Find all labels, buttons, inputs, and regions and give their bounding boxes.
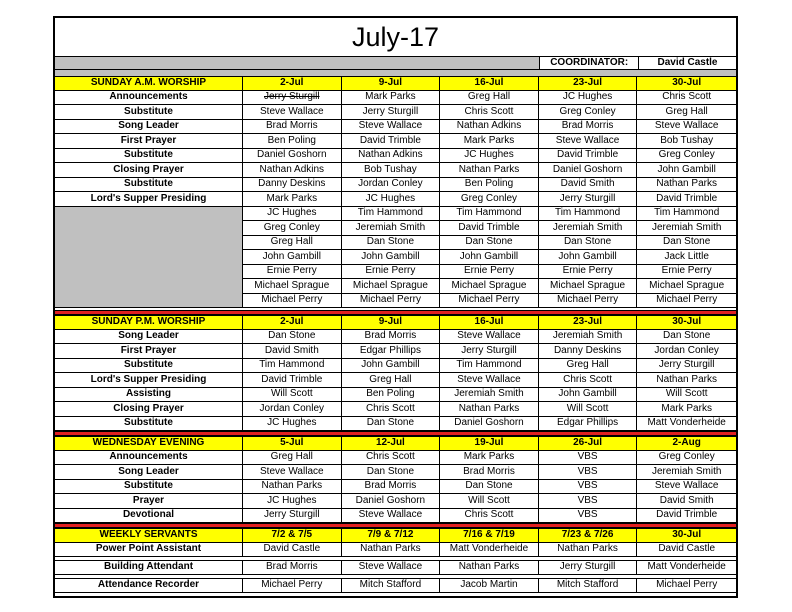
server-name-cell: Ernie Perry	[342, 265, 441, 280]
assignee-cell: David Castle	[243, 543, 342, 558]
assignee-cell: Jacob Martin	[440, 579, 539, 594]
blank-area	[55, 236, 243, 251]
blank-area	[55, 221, 243, 236]
assignee-cell: Steve Wallace	[637, 480, 736, 495]
assignee-cell: David Castle	[637, 543, 736, 558]
server-name-cell: Tim Hammond	[342, 207, 441, 222]
wednesday-role-row	[55, 494, 736, 509]
server-name-cell: David Trimble	[440, 221, 539, 236]
wednesday-header-row	[55, 436, 736, 451]
schedule-sheet	[53, 16, 738, 598]
assignee-cell: Nathan Parks	[637, 373, 736, 388]
assignee-cell: Steve Wallace	[440, 330, 539, 345]
assignee-cell: Nathan Parks	[440, 561, 539, 576]
server-name-cell: Jeremiah Smith	[342, 221, 441, 236]
assignee-cell: Chris Scott	[440, 509, 539, 524]
server-name-cell: John Gambill	[539, 250, 638, 265]
server-name-cell: Michael Perry	[637, 294, 736, 309]
sunday-pm-role-row	[55, 359, 736, 374]
assignee-cell: Nathan Parks	[243, 480, 342, 495]
role-label: Power Point Assistant	[55, 543, 243, 558]
server-name-cell: Tim Hammond	[539, 207, 638, 222]
role-label: Assisting	[55, 388, 243, 403]
assignee-cell: Daniel Goshorn	[440, 417, 539, 432]
assignee-cell: Mitch Stafford	[342, 579, 441, 594]
assignee-cell: Greg Hall	[539, 359, 638, 374]
server-name-cell: Michael Perry	[243, 294, 342, 309]
server-row	[55, 250, 736, 265]
role-label: First Prayer	[55, 134, 243, 149]
server-name-cell: JC Hughes	[243, 207, 342, 222]
assignee-cell: Tim Hammond	[243, 359, 342, 374]
assignee-cell: Greg Hall	[243, 451, 342, 466]
assignee-cell: David Trimble	[539, 149, 638, 164]
assignee-cell: Tim Hammond	[440, 359, 539, 374]
assignee-cell: Greg Conley	[440, 192, 539, 207]
weekly-date-header: 30-Jul	[637, 528, 736, 543]
sunday-am-section-title: SUNDAY A.M. WORSHIP	[55, 76, 243, 91]
sunday-pm-section-title: SUNDAY P.M. WORSHIP	[55, 315, 243, 330]
server-name-cell: Tim Hammond	[440, 207, 539, 222]
assignee-cell: Daniel Goshorn	[342, 494, 441, 509]
role-label: Substitute	[55, 359, 243, 374]
assignee-cell: Greg Conley	[637, 451, 736, 466]
blank-area	[55, 265, 243, 280]
server-row	[55, 207, 736, 222]
server-row	[55, 294, 736, 309]
assignee-cell: Ben Poling	[440, 178, 539, 193]
assignee-cell: Dan Stone	[440, 480, 539, 495]
role-label: Substitute	[55, 178, 243, 193]
assignee-cell: VBS	[539, 451, 638, 466]
assignee-cell: Greg Hall	[342, 373, 441, 388]
server-name-cell: Dan Stone	[342, 236, 441, 251]
role-label: Song Leader	[55, 465, 243, 480]
assignee-cell: Jordan Conley	[342, 178, 441, 193]
assignee-cell: Brad Morris	[243, 561, 342, 576]
assignee-cell: John Gambill	[539, 388, 638, 403]
sunday-am-date-header: 2-Jul	[243, 76, 342, 91]
assignee-cell: Brad Morris	[342, 480, 441, 495]
coordinator-name: David Castle	[639, 56, 736, 70]
assignee-cell: Nathan Parks	[342, 543, 441, 558]
weekly-section-title: WEEKLY SERVANTS	[55, 528, 243, 543]
server-name-cell: Ernie Perry	[440, 265, 539, 280]
assignee-cell: Greg Conley	[637, 149, 736, 164]
role-label: Building Attendant	[55, 561, 243, 576]
server-name-cell: Michael Perry	[342, 294, 441, 309]
page-title: July-17	[351, 21, 440, 52]
wednesday-role-row	[55, 509, 736, 524]
assignee-cell: Chris Scott	[342, 451, 441, 466]
server-row	[55, 221, 736, 236]
assignee-cell: Jerry Sturgill	[440, 344, 539, 359]
assignee-cell: Steve Wallace	[440, 373, 539, 388]
sunday-am-date-header: 23-Jul	[539, 76, 638, 91]
sunday-pm-role-row	[55, 330, 736, 345]
role-label: Substitute	[55, 105, 243, 120]
blank-area	[55, 250, 243, 265]
assignee-cell: Chris Scott	[539, 373, 638, 388]
assignee-cell: John Gambill	[342, 359, 441, 374]
assignee-cell: Chris Scott	[440, 105, 539, 120]
blank-area	[55, 207, 243, 222]
role-label: Announcements	[55, 451, 243, 466]
sunday-pm-role-row	[55, 388, 736, 403]
assignee-cell: Brad Morris	[440, 465, 539, 480]
server-name-cell: Michael Perry	[539, 294, 638, 309]
role-label: Song Leader	[55, 330, 243, 345]
server-name-cell: Michael Sprague	[243, 279, 342, 294]
server-name-cell: Ernie Perry	[539, 265, 638, 280]
assignee-cell: Steve Wallace	[243, 465, 342, 480]
assignee-cell: Dan Stone	[637, 330, 736, 345]
assignee-cell: JC Hughes	[243, 417, 342, 432]
server-name-cell: John Gambill	[440, 250, 539, 265]
sunday-am-date-header: 9-Jul	[342, 76, 441, 91]
assignee-cell: Steve Wallace	[342, 509, 441, 524]
server-row	[55, 236, 736, 251]
server-name-cell: Michael Sprague	[342, 279, 441, 294]
assignee-cell: VBS	[539, 494, 638, 509]
assignee-cell: David Smith	[243, 344, 342, 359]
assignee-cell: Nathan Parks	[539, 543, 638, 558]
server-name-cell: Tim Hammond	[637, 207, 736, 222]
assignee-cell: Brad Morris	[539, 120, 638, 135]
sunday-pm-date-header: 16-Jul	[440, 315, 539, 330]
role-label: Closing Prayer	[55, 163, 243, 178]
assignee-cell: Brad Morris	[243, 120, 342, 135]
wednesday-date-header: 12-Jul	[342, 436, 441, 451]
role-label: Attendance Recorder	[55, 579, 243, 594]
assignee-cell: Steve Wallace	[539, 134, 638, 149]
sunday-am-date-header: 30-Jul	[637, 76, 736, 91]
sunday-am-date-header: 16-Jul	[440, 76, 539, 91]
role-label: Prayer	[55, 494, 243, 509]
assignee-cell: Edgar Phillips	[539, 417, 638, 432]
assignee-cell: Mark Parks	[342, 91, 441, 106]
assignee-cell: Nathan Parks	[440, 402, 539, 417]
assignee-cell: Nathan Parks	[637, 178, 736, 193]
coordinator-spacer	[55, 56, 540, 70]
assignee-cell: Jerry Sturgill	[243, 91, 342, 106]
sunday-am-role-row	[55, 192, 736, 207]
assignee-cell: Ben Poling	[243, 134, 342, 149]
assignee-cell: Chris Scott	[342, 402, 441, 417]
assignee-cell: Will Scott	[539, 402, 638, 417]
wednesday-role-row	[55, 465, 736, 480]
weekly-role-row	[55, 543, 736, 558]
assignee-cell: Mitch Stafford	[539, 579, 638, 594]
assignee-cell: Jerry Sturgill	[243, 509, 342, 524]
wednesday-role-row	[55, 451, 736, 466]
assignee-cell: Jordan Conley	[243, 402, 342, 417]
weekly-role-row	[55, 561, 736, 576]
weekly-date-header: 7/23 & 7/26	[539, 528, 638, 543]
assignee-cell: Steve Wallace	[637, 120, 736, 135]
server-name-cell: Michael Sprague	[637, 279, 736, 294]
assignee-cell: Jeremiah Smith	[440, 388, 539, 403]
sunday-am-role-row	[55, 149, 736, 164]
assignee-cell: Steve Wallace	[342, 561, 441, 576]
weekly-header-row	[55, 528, 736, 543]
assignee-cell: Nathan Parks	[440, 163, 539, 178]
assignee-cell: JC Hughes	[243, 494, 342, 509]
assignee-cell: Nathan Adkins	[243, 163, 342, 178]
server-name-cell: Michael Sprague	[539, 279, 638, 294]
wednesday-date-header: 19-Jul	[440, 436, 539, 451]
assignee-cell: Will Scott	[440, 494, 539, 509]
sunday-am-role-row	[55, 134, 736, 149]
sunday-pm-date-header: 30-Jul	[637, 315, 736, 330]
assignee-cell: David Trimble	[637, 192, 736, 207]
assignee-cell: Greg Conley	[539, 105, 638, 120]
assignee-cell: Michael Perry	[243, 579, 342, 594]
assignee-cell: Matt Vonderheide	[637, 417, 736, 432]
server-name-cell: Greg Hall	[243, 236, 342, 251]
assignee-cell: Jerry Sturgill	[539, 192, 638, 207]
sunday-am-role-row	[55, 178, 736, 193]
assignee-cell: Jerry Sturgill	[637, 359, 736, 374]
assignee-cell: Mark Parks	[440, 134, 539, 149]
assignee-cell: JC Hughes	[342, 192, 441, 207]
wednesday-date-header: 26-Jul	[539, 436, 638, 451]
sunday-am-role-row	[55, 91, 736, 106]
assignee-cell: Greg Hall	[440, 91, 539, 106]
assignee-cell: Jerry Sturgill	[342, 105, 441, 120]
server-name-cell: Ernie Perry	[637, 265, 736, 280]
sunday-pm-role-row	[55, 402, 736, 417]
sunday-am-role-row	[55, 120, 736, 135]
assignee-cell: Mark Parks	[440, 451, 539, 466]
assignee-cell: Jerry Sturgill	[539, 561, 638, 576]
assignee-cell: Jeremiah Smith	[539, 330, 638, 345]
assignee-cell: Daniel Goshorn	[243, 149, 342, 164]
assignee-cell: David Trimble	[637, 509, 736, 524]
assignee-cell: Michael Perry	[637, 579, 736, 594]
sunday-pm-role-row	[55, 373, 736, 388]
assignee-cell: Dan Stone	[342, 465, 441, 480]
assignee-cell: Mark Parks	[243, 192, 342, 207]
assignee-cell: Jeremiah Smith	[637, 465, 736, 480]
assignee-cell: Edgar Phillips	[342, 344, 441, 359]
server-name-cell: Jeremiah Smith	[637, 221, 736, 236]
role-label: Lord's Supper Presiding	[55, 373, 243, 388]
assignee-cell: JC Hughes	[539, 91, 638, 106]
assignee-cell: David Trimble	[342, 134, 441, 149]
assignee-cell: Chris Scott	[637, 91, 736, 106]
assignee-cell: David Trimble	[243, 373, 342, 388]
sunday-pm-header-row	[55, 315, 736, 330]
server-name-cell: Dan Stone	[637, 236, 736, 251]
role-label: First Prayer	[55, 344, 243, 359]
sunday-pm-date-header: 23-Jul	[539, 315, 638, 330]
blank-area	[55, 279, 243, 294]
role-label: Closing Prayer	[55, 402, 243, 417]
assignee-cell: Brad Morris	[342, 330, 441, 345]
sunday-pm-role-row	[55, 417, 736, 432]
server-name-cell: Jack Little	[637, 250, 736, 265]
server-row	[55, 265, 736, 280]
assignee-cell: Dan Stone	[243, 330, 342, 345]
weekly-date-header: 7/2 & 7/5	[243, 528, 342, 543]
wednesday-role-row	[55, 480, 736, 495]
assignee-cell: Danny Deskins	[243, 178, 342, 193]
sunday-pm-date-header: 9-Jul	[342, 315, 441, 330]
role-label: Lord's Supper Presiding	[55, 192, 243, 207]
server-row	[55, 279, 736, 294]
role-label: Substitute	[55, 149, 243, 164]
assignee-cell: Bob Tushay	[342, 163, 441, 178]
server-name-cell: Ernie Perry	[243, 265, 342, 280]
sunday-am-role-row	[55, 163, 736, 178]
sunday-am-header-row	[55, 76, 736, 91]
assignee-cell: Steve Wallace	[243, 105, 342, 120]
server-name-cell: Jeremiah Smith	[539, 221, 638, 236]
assignee-cell: Ben Poling	[342, 388, 441, 403]
role-label: Substitute	[55, 417, 243, 432]
weekly-date-header: 7/16 & 7/19	[440, 528, 539, 543]
role-label: Song Leader	[55, 120, 243, 135]
assignee-cell: Dan Stone	[342, 417, 441, 432]
assignee-cell: Jordan Conley	[637, 344, 736, 359]
wednesday-date-header: 2-Aug	[637, 436, 736, 451]
assignee-cell: JC Hughes	[440, 149, 539, 164]
coordinator-row	[55, 56, 736, 70]
assignee-cell: VBS	[539, 480, 638, 495]
wednesday-date-header: 5-Jul	[243, 436, 342, 451]
assignee-cell: David Smith	[637, 494, 736, 509]
server-name-cell: Michael Sprague	[440, 279, 539, 294]
assignee-cell: Nathan Adkins	[342, 149, 441, 164]
assignee-cell: Will Scott	[243, 388, 342, 403]
server-name-cell: Michael Perry	[440, 294, 539, 309]
server-name-cell: John Gambill	[342, 250, 441, 265]
assignee-cell: David Smith	[539, 178, 638, 193]
role-label: Announcements	[55, 91, 243, 106]
wednesday-section-title: WEDNESDAY EVENING	[55, 436, 243, 451]
sunday-pm-date-header: 2-Jul	[243, 315, 342, 330]
weekly-role-row	[55, 579, 736, 594]
assignee-cell: VBS	[539, 509, 638, 524]
assignee-cell: Will Scott	[637, 388, 736, 403]
assignee-cell: Nathan Adkins	[440, 120, 539, 135]
assignee-cell: Greg Hall	[637, 105, 736, 120]
server-name-cell: Dan Stone	[440, 236, 539, 251]
server-name-cell: Greg Conley	[243, 221, 342, 236]
role-label: Devotional	[55, 509, 243, 524]
blank-area	[55, 294, 243, 309]
server-name-cell: Dan Stone	[539, 236, 638, 251]
assignee-cell: VBS	[539, 465, 638, 480]
assignee-cell: John Gambill	[637, 163, 736, 178]
sunday-am-role-row	[55, 105, 736, 120]
role-label: Substitute	[55, 480, 243, 495]
assignee-cell: Danny Deskins	[539, 344, 638, 359]
assignee-cell: Matt Vonderheide	[440, 543, 539, 558]
weekly-date-header: 7/9 & 7/12	[342, 528, 441, 543]
assignee-cell: Mark Parks	[637, 402, 736, 417]
assignee-cell: Matt Vonderheide	[637, 561, 736, 576]
coordinator-label: COORDINATOR:	[540, 56, 639, 70]
server-name-cell: John Gambill	[243, 250, 342, 265]
sunday-pm-role-row	[55, 344, 736, 359]
assignee-cell: Bob Tushay	[637, 134, 736, 149]
assignee-cell: Daniel Goshorn	[539, 163, 638, 178]
assignee-cell: Steve Wallace	[342, 120, 441, 135]
